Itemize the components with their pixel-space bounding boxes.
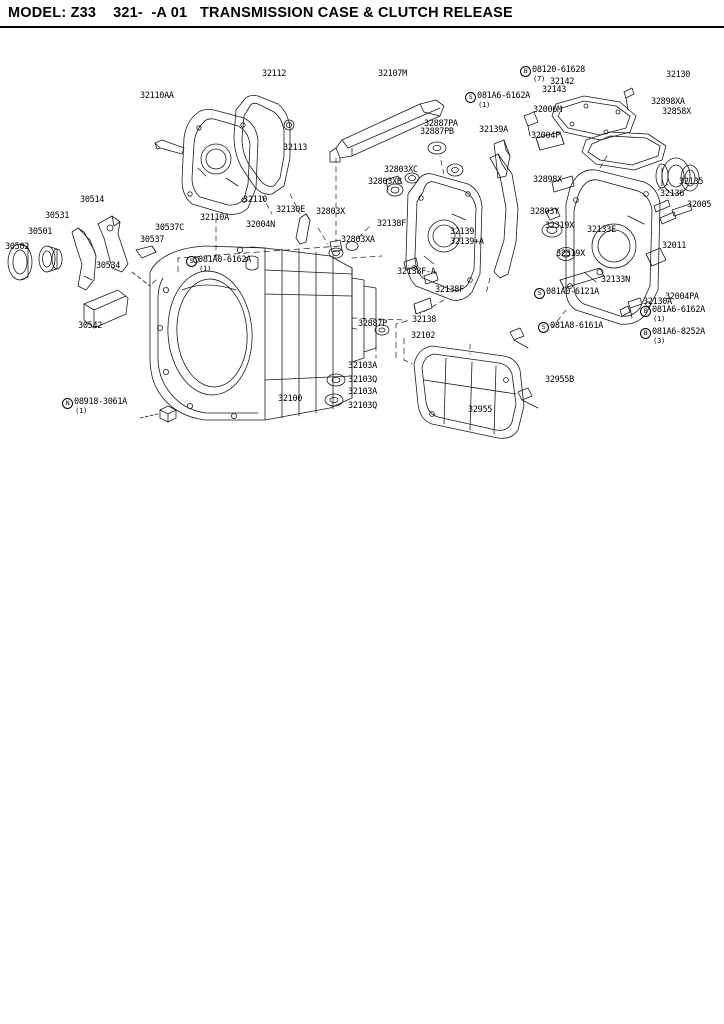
label-32110AA: 32110AA bbox=[140, 91, 174, 101]
mark-circle-s: S bbox=[538, 322, 549, 333]
fastener-code: 081A8-6161A bbox=[550, 321, 603, 331]
label-32887PA: 32887PA bbox=[424, 119, 458, 129]
label-30514: 30514 bbox=[80, 195, 105, 205]
label-32955: 32955 bbox=[468, 405, 493, 415]
label-32138F: 32138F bbox=[377, 219, 406, 229]
label-32139-A: 32139+A bbox=[450, 237, 484, 247]
label-32138F-A: 32138F-A bbox=[397, 267, 436, 277]
front-cover-32110 bbox=[182, 110, 258, 215]
label-32319X: 32319X bbox=[545, 221, 574, 231]
small-parts-cluster bbox=[524, 112, 692, 318]
dust-cover-32955 bbox=[414, 346, 524, 438]
label-32103A: 32103A bbox=[348, 361, 377, 371]
fastener-code: 081A6-8252A bbox=[652, 327, 705, 337]
label-32803XB: 32803XB bbox=[368, 177, 402, 187]
top-cover-32142 bbox=[552, 96, 636, 140]
fastener-code: 08918-3061A bbox=[74, 397, 127, 407]
label-32103A-2: 32103A bbox=[348, 387, 377, 397]
label-32139A: 32139A bbox=[479, 125, 508, 135]
label-32887PB: 32887PB bbox=[420, 127, 454, 137]
label-32130: 32130 bbox=[666, 70, 691, 80]
gasket-32112 bbox=[234, 96, 294, 195]
label-32004P: 32004P bbox=[531, 131, 560, 141]
fastener-08918-3061A-qty: (1) bbox=[75, 406, 88, 415]
fastener-081A0-6162A-qty: (1) bbox=[199, 264, 212, 273]
label-32898XA: 32898XA bbox=[651, 97, 685, 107]
main-case-32100 bbox=[150, 240, 376, 420]
label-32139: 32139 bbox=[450, 227, 475, 237]
mark-circle-s: S bbox=[186, 256, 197, 267]
mark-circle-b: B bbox=[640, 306, 651, 317]
mark-circle-b: B bbox=[520, 66, 531, 77]
label-32004N: 32004N bbox=[246, 220, 275, 230]
gasket-32130-top bbox=[582, 132, 666, 170]
label-32107M: 32107M bbox=[378, 69, 407, 79]
label-30531: 30531 bbox=[45, 211, 70, 221]
label-32133N: 32133N bbox=[601, 275, 630, 285]
release-bearing-30502 bbox=[8, 244, 32, 280]
label-32142: 32142 bbox=[550, 77, 575, 87]
fastener-code: 08120-61628 bbox=[532, 65, 585, 75]
label-32803XA: 32803XA bbox=[341, 235, 375, 245]
fastener-code: 081A0-6162A bbox=[198, 255, 251, 265]
nut-08918-3061A bbox=[140, 406, 176, 422]
label-32887P: 32887P bbox=[358, 319, 387, 329]
label-32103Q: 32103Q bbox=[348, 375, 377, 385]
clips-32138F bbox=[404, 258, 438, 314]
label-32898X: 32898X bbox=[533, 175, 562, 185]
diagram-svg bbox=[0, 28, 724, 448]
label-32130A: 32130A bbox=[643, 297, 672, 307]
label-32803Y: 32803Y bbox=[530, 207, 559, 217]
pivot-30534 bbox=[136, 246, 156, 258]
label-30501: 30501 bbox=[28, 227, 53, 237]
mark-circle-s: S bbox=[465, 92, 476, 103]
label-30542: 30542 bbox=[78, 321, 103, 331]
page-title: MODEL: Z33 321- -A 01 TRANSMISSION CASE & CLUTCH RELEASE bbox=[8, 5, 513, 21]
fastener-code: 081A0-6121A bbox=[546, 287, 599, 297]
label-32138: 32138 bbox=[412, 315, 437, 325]
fastener-081A6-8252A-qty: (3) bbox=[653, 336, 666, 345]
release-fork-30531 bbox=[72, 228, 96, 290]
gasket-32139 bbox=[490, 154, 518, 278]
fastener-code: 081A6-6162A bbox=[652, 305, 705, 315]
label-32004PA: 32004PA bbox=[665, 292, 699, 302]
pin-group-32803X bbox=[296, 173, 419, 258]
label-30502: 30502 bbox=[5, 242, 30, 252]
fastener-081A6-6162A-b-qty: (1) bbox=[653, 314, 666, 323]
label-32130E: 32130E bbox=[276, 205, 305, 215]
label-32103Q-2: 32103Q bbox=[348, 401, 377, 411]
bolt-081A8-6161A bbox=[510, 328, 528, 348]
label-32006M: 32006M bbox=[533, 105, 562, 115]
sleeve-30501 bbox=[39, 246, 62, 272]
label-32005: 32005 bbox=[687, 200, 712, 210]
bolt-32955B bbox=[518, 388, 538, 408]
label-32110A: 32110A bbox=[200, 213, 229, 223]
label-32143: 32143 bbox=[542, 85, 567, 95]
label-32102: 32102 bbox=[411, 331, 436, 341]
fastener-081A6-6162A-qty: (1) bbox=[478, 100, 491, 109]
label-32319X-2: 32319X bbox=[556, 249, 585, 259]
rear-extension-housing bbox=[566, 158, 699, 324]
mark-circle-s: S bbox=[534, 288, 545, 299]
mark-circle-b: B bbox=[640, 328, 651, 339]
bolt-32110AA bbox=[155, 140, 184, 154]
shift-rod-32107M bbox=[330, 100, 444, 162]
adapter-plate-32102 bbox=[406, 174, 482, 301]
fastener-code: 081A6-6162A bbox=[477, 91, 530, 101]
label-32100: 32100 bbox=[278, 394, 303, 404]
label-30534: 30534 bbox=[96, 261, 121, 271]
label-32803X: 32803X bbox=[316, 207, 345, 217]
label-32803XC: 32803XC bbox=[384, 165, 418, 175]
label-30537: 30537 bbox=[140, 235, 165, 245]
page-header bbox=[0, 0, 724, 26]
boot-30542 bbox=[84, 290, 128, 328]
label-32135: 32135 bbox=[679, 177, 704, 187]
label-32138F-2: 32138F bbox=[435, 285, 464, 295]
mark-circle-n: N bbox=[62, 398, 73, 409]
label-32110: 32110 bbox=[243, 195, 268, 205]
bracket-32139A bbox=[494, 140, 510, 178]
label-32133E: 32133E bbox=[587, 225, 616, 235]
fastener-08120-61628-qty: (7) bbox=[533, 74, 546, 83]
parts-diagram bbox=[0, 28, 724, 448]
label-32136: 32136 bbox=[660, 189, 685, 199]
label-32112: 32112 bbox=[262, 69, 287, 79]
label-32858X: 32858X bbox=[662, 107, 691, 117]
label-32113: 32113 bbox=[283, 143, 308, 153]
label-32955B: 32955B bbox=[545, 375, 574, 385]
label-30537C: 30537C bbox=[155, 223, 184, 233]
label-32011: 32011 bbox=[662, 241, 687, 251]
fork-lever-30514 bbox=[98, 216, 128, 272]
